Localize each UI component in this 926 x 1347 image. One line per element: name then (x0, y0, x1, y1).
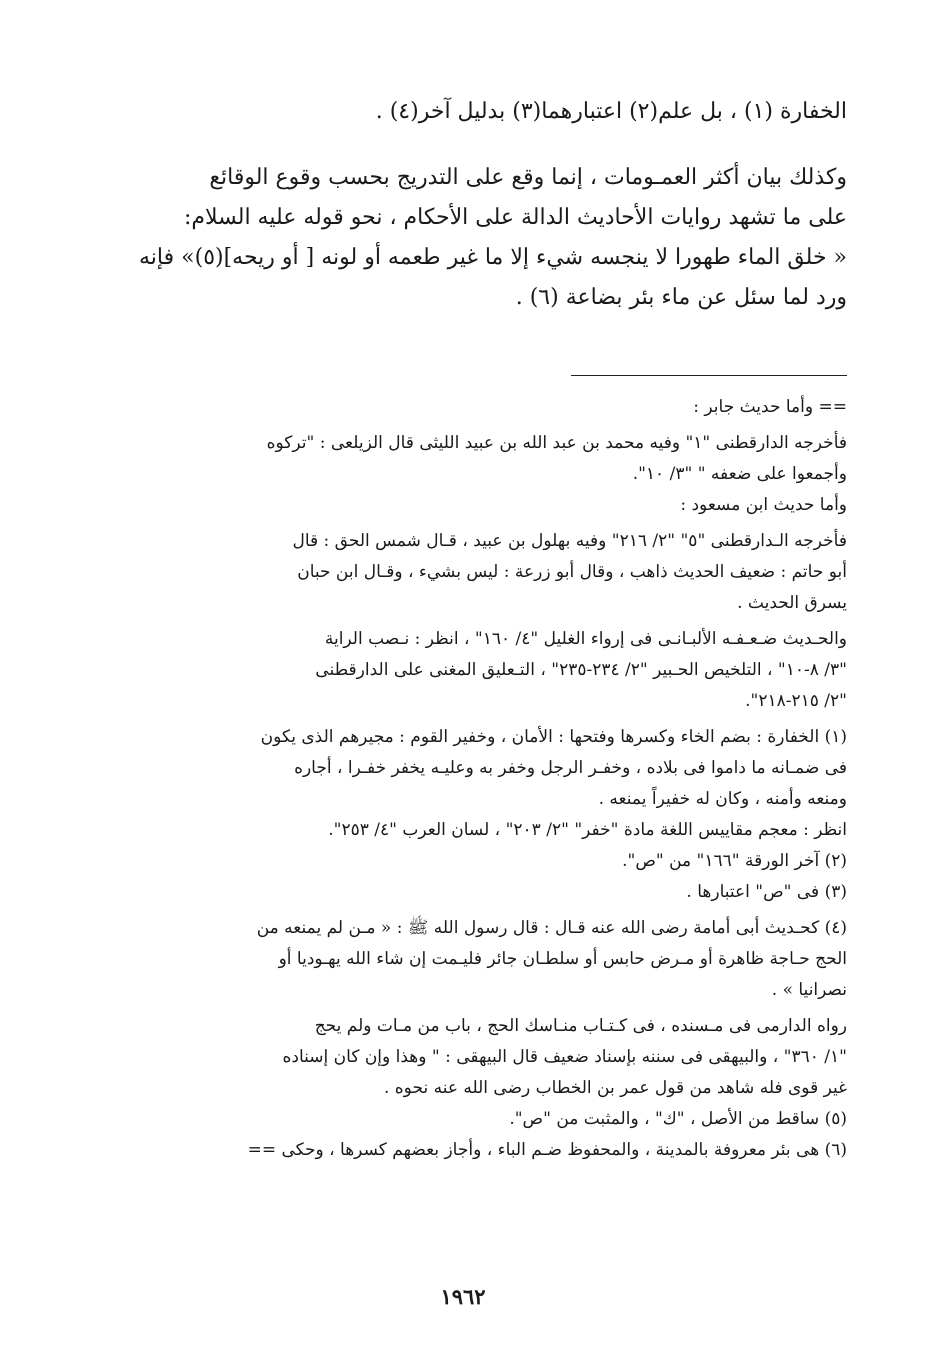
footnote-line: ومنعه وأمنه ، وكان له خفيراً يمنعه . (598, 789, 847, 809)
page-number: ١٩٦٢ (440, 1284, 486, 1309)
paragraph-line: على ما تشهد روايات الأحاديث الدالة على الأحكام ، نحو قوله عليه السلام: (183, 205, 847, 230)
footnote-line: فأخرجه الـدارقطنى "٥" "٢/ ٢١٦" وفيه بهلول بن عبيد ، قـال شمس الحق : قال (292, 531, 847, 551)
footnote-line: والحـديث ضـعـفـه الألبـانـى فى إرواء الغليل "٤/ ١٦٠" ، انظر : نـصب الراية (324, 629, 847, 649)
footnote-line: (٥) ساقط من الأصل ، "ك" ، والمثبت من "ص". (509, 1109, 847, 1129)
footnotes (135, 392, 847, 1166)
footnote-line: (١) الخفارة : بضم الخاء وكسرها وفتحها : الأمان ، وخفير القوم : مجيرهم الذى يكون (260, 727, 847, 747)
continuation-line (135, 92, 847, 132)
footnote-line: غير قوى فله شاهد من قول عمر بن الخطاب رضى الله عنه نحوه . (383, 1078, 847, 1098)
footnote-line: (٣) فى "ص" اعتبارها . (686, 882, 847, 902)
footnote-line: فأخرجه الدارقطنى "١" وفيه محمد بن عبد الله بن عبيد الليثى قال الزيلعى : "تركوه (266, 433, 847, 453)
paragraph-line: وكذلك بيان أكثر العمـومات ، إنما وقع على التدريج بحسب وقوع الوقائع (209, 165, 847, 190)
footnote-line: "٣/ ٨-١٠" ، التلخيص الحـبير "٢/ ٢٣٤-٢٣٥" ، التـعليق المغنى على الدارقطنى (315, 660, 847, 680)
main-paragraph (135, 158, 847, 318)
footnote-line: الحج حـاجة ظاهرة أو مـرض حابس أو سلطـان جائر فليـمت إن شاء الله يهـوديا أو (278, 949, 847, 969)
footnote-line: وأما حديث ابن مسعود : (680, 495, 847, 515)
footnote-line: (٤) كحـديث أبى أمامة رضى الله عنه قـال : قال رسول الله ﷺ : « مـن لم يمنعه من (256, 918, 847, 938)
footnote-line: وأجمعوا على ضعفه " "٣/ ١٠". (632, 464, 847, 484)
footnote-line: أبو حاتم : ضعيف الحديث ذاهب ، وقال أبو زرعة : ليس بشيء ، وقـال ابن حبان (297, 562, 847, 582)
footnote-line: (٦) هى بئر معروفة بالمدينة ، والمحفوظ ضـم الباء ، وأجاز بعضهم كسرها ، وحكى == (247, 1140, 847, 1160)
footnote-line: == وأما حديث جابر : (693, 397, 847, 417)
paragraph-line: « خلق الماء طهورا لا ينجسه شيء إلا ما غير طعمه أو لونه [ أو ريحه](٥)» فإنه (139, 245, 847, 270)
footnote-line: فى ضمـانه ما داموا فى بلاده ، وخفـر الرجل وخفر به وعليـه يخفر خفـرا ، أجاره (294, 758, 847, 778)
footnote-line: رواه الدارمى فى مـسنده ، فى كـتـاب منـاسك الحج ، باب من مـات ولم يحج (314, 1016, 847, 1036)
continuation-text: الخفارة (١) ، بل علم(٢) اعتبارهما(٣) بدليل آخر(٤) . (375, 99, 847, 124)
footnote-line: (٢) آخر الورقة "١٦٦" من "ص". (622, 851, 847, 871)
paragraph-line: ورد لما سئل عن ماء بئر بضاعة (٦) . (515, 285, 847, 310)
footnote-line: نصرانيا » . (771, 980, 847, 1000)
footnote-line: "١/ ٣٦٠" ، والبيهقى فى سننه بإسناد ضعيف قال البيهقى : " وهذا وإن كان إسناده (282, 1047, 847, 1067)
footnote-line: يسرق الحديث . (737, 593, 847, 613)
footnote-line: انظر : معجم مقاييس اللغة مادة "خفر" "٢/ ٢٠٣" ، لسان العرب "٤/ ٢٥٣". (328, 820, 847, 840)
footnote-line: "٢/ ٢١٥-٢١٨". (745, 691, 847, 711)
footnote-separator (571, 375, 847, 376)
